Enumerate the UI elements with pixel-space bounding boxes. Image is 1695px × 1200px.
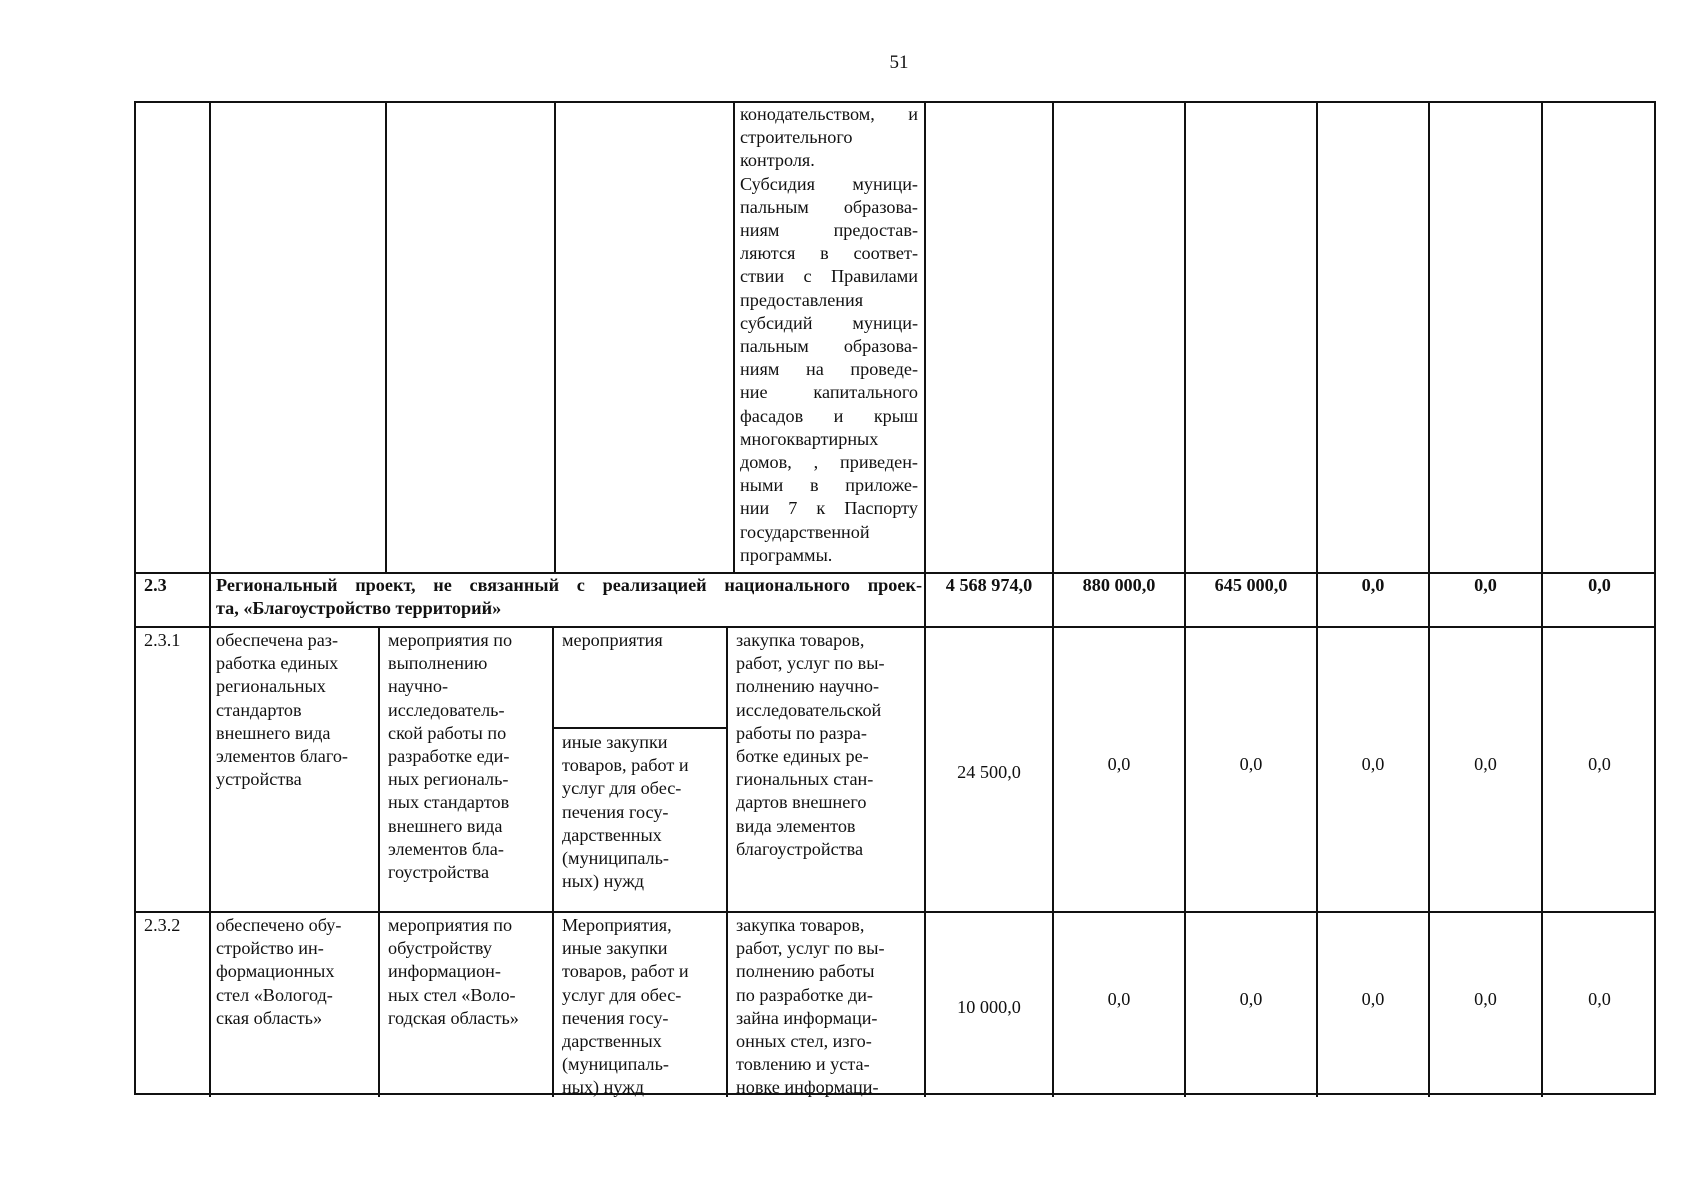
text-line: товаров, работ и [562, 755, 689, 776]
amount-year-2: 645 000,0 [1214, 575, 1288, 595]
text-line: полнению работы [736, 961, 875, 982]
amount-year-5: 0,0 [1588, 754, 1611, 774]
grid-line [209, 103, 211, 573]
text-line: ных стел «Воло- [388, 984, 516, 1005]
text-line: государственной [740, 521, 870, 542]
grid-line [136, 626, 1656, 628]
text-line: конодательством, и [740, 104, 918, 124]
justification-text [736, 914, 921, 1100]
measure-text [388, 629, 550, 884]
text-line: обеспечена раз- [216, 630, 339, 650]
text-line: ными в приложе- [740, 475, 918, 496]
grid-line [1428, 103, 1430, 1097]
amount-year-1: 880 000,0 [1082, 575, 1156, 595]
measure-text [388, 914, 550, 1030]
result-text [216, 914, 376, 1030]
text-line: ных региональ- [388, 769, 509, 790]
text-line: ние капитального [740, 382, 918, 403]
text-line: предоставления [740, 289, 864, 310]
row-id: 2.3.1 [144, 630, 181, 650]
text-line: печения госу- [562, 1007, 669, 1028]
grid-line [378, 627, 380, 1097]
text-line: гоустройства [388, 862, 490, 883]
grid-line [552, 627, 554, 1097]
row-id: 2.3.2 [144, 915, 181, 935]
text-line: обустройству [388, 938, 492, 959]
text-line: формационных [216, 961, 335, 982]
text-line: элементов благо- [216, 746, 348, 767]
text-line: годская область» [388, 1007, 519, 1028]
text-line: по разработке ди- [736, 984, 873, 1005]
justification-text [736, 629, 921, 861]
text-line: программы. [740, 544, 833, 565]
grid-line [385, 103, 387, 573]
page-number: 51 [889, 52, 909, 73]
grid-line [1052, 103, 1054, 1097]
text-line: разработке еди- [388, 746, 510, 767]
text-line: элементов бла- [388, 838, 504, 859]
text-line: услуг для обес- [562, 778, 682, 799]
text-line: товаров, работ и [562, 961, 689, 982]
text-line: мероприятия по [388, 630, 513, 650]
text-line: работ, услуг по вы- [736, 938, 885, 959]
grid-line [924, 103, 926, 1097]
text-line: ляются в соответ- [740, 243, 918, 264]
amount-year-3: 0,0 [1361, 989, 1385, 1009]
row-id: 2.3 [144, 575, 167, 595]
amount-total: 10 000,0 [957, 997, 1021, 1017]
text-line: закупка товаров, [736, 630, 865, 650]
grid-line [209, 573, 211, 1097]
amount-year-2: 0,0 [1239, 989, 1263, 1009]
text-line: устройства [216, 769, 302, 790]
text-line: зайна информаци- [736, 1007, 878, 1028]
text-line: закупка товаров, [736, 915, 865, 935]
text-line: ных) нужд [562, 1077, 645, 1098]
text-line: ных стандартов [388, 792, 510, 813]
text-line: товлению и уста- [736, 1054, 870, 1075]
text-line: ниям на проведе- [740, 359, 918, 380]
text-line: работ, услуг по вы- [736, 653, 885, 674]
text-line: онных стел, изго- [736, 1031, 872, 1052]
regional-project-title [216, 574, 922, 620]
amount-year-3: 0,0 [1361, 575, 1385, 595]
text-line: (муниципаль- [562, 848, 669, 869]
title-line: та, «Благоустройство территорий» [216, 598, 502, 619]
text-line: работка единых [216, 653, 339, 674]
amount-total: 24 500,0 [957, 762, 1021, 782]
type-text: мероприятия [562, 630, 663, 650]
text-line: информацион- [388, 961, 501, 982]
text-line: ботке единых ре- [736, 746, 869, 767]
text-line: ных) нужд [562, 871, 645, 892]
text-line: субсидий муници- [740, 312, 918, 333]
text-line: полнению научно- [736, 676, 880, 697]
text-line: стел «Вологод- [216, 984, 333, 1005]
text-line: Мероприятия, [562, 915, 672, 935]
budget-table [134, 101, 1656, 1098]
justification-continuation [740, 103, 918, 567]
text-line: выполнению [388, 653, 488, 674]
text-line: гиональных стан- [736, 769, 874, 790]
text-line: (муниципаль- [562, 1054, 669, 1075]
text-line: многоквартирных [740, 428, 879, 449]
text-line: дартов внешнего [736, 792, 867, 813]
text-line: научно- [388, 676, 449, 697]
grid-line [1184, 103, 1186, 1097]
amount-year-1: 0,0 [1107, 754, 1131, 774]
text-line: региональных [216, 676, 326, 697]
grid-line [552, 727, 726, 729]
text-line: иные закупки [562, 732, 668, 752]
text-line: Субсидия муници- [740, 173, 918, 194]
text-line: стройство ин- [216, 938, 324, 959]
text-line: новке информаци- [736, 1077, 879, 1098]
text-line: ская область» [216, 1007, 323, 1028]
text-line: работы по разра- [736, 722, 867, 743]
amount-year-1: 0,0 [1107, 989, 1131, 1009]
grid-line [733, 103, 735, 573]
amount-year-4: 0,0 [1474, 754, 1497, 774]
grid-line [1541, 103, 1543, 1097]
text-line: исследовательской [736, 699, 882, 720]
text-line: ствии с Правилами [740, 266, 918, 287]
amount-year-5: 0,0 [1588, 575, 1611, 595]
text-line: мероприятия по [388, 915, 513, 935]
text-line: нии 7 к Паспорту [740, 498, 918, 519]
text-line: печения госу- [562, 801, 669, 822]
amount-year-4: 0,0 [1474, 989, 1497, 1009]
text-line: услуг для обес- [562, 984, 682, 1005]
grid-line [1316, 103, 1318, 1097]
text-line: благоустройства [736, 838, 864, 859]
text-line: ниям предостав- [740, 220, 918, 241]
type-text [562, 914, 724, 1100]
result-text [216, 629, 376, 791]
amount-year-3: 0,0 [1361, 754, 1385, 774]
text-line: строительного [740, 127, 853, 148]
text-line: пальным образова- [740, 336, 918, 357]
text-line: фасадов и крыш [740, 405, 918, 426]
text-line: обеспечено обу- [216, 915, 342, 935]
amount-year-4: 0,0 [1474, 575, 1497, 595]
type-text [562, 731, 724, 893]
text-line: внешнего вида [388, 815, 503, 836]
text-line: исследователь- [388, 699, 505, 720]
text-line: вида элементов [736, 815, 856, 836]
text-line: пальным образова- [740, 196, 918, 217]
amount-year-2: 0,0 [1239, 754, 1263, 774]
title-line: Региональный проект, не связанный с реализацией национального проек- [216, 575, 922, 595]
text-line: иные закупки [562, 938, 668, 959]
grid-line [554, 103, 556, 573]
amount-year-5: 0,0 [1588, 989, 1611, 1009]
grid-line [726, 627, 728, 1097]
text-line: внешнего вида [216, 722, 331, 743]
text-line: стандартов [216, 699, 302, 720]
text-line: домов, , приведен- [740, 452, 918, 473]
text-line: контроля. [740, 150, 815, 171]
grid-line [136, 911, 1656, 913]
amount-total: 4 568 974,0 [945, 575, 1033, 595]
text-line: ской работы по [388, 722, 507, 743]
text-line: дарственных [562, 824, 662, 845]
text-line: дарственных [562, 1031, 662, 1052]
